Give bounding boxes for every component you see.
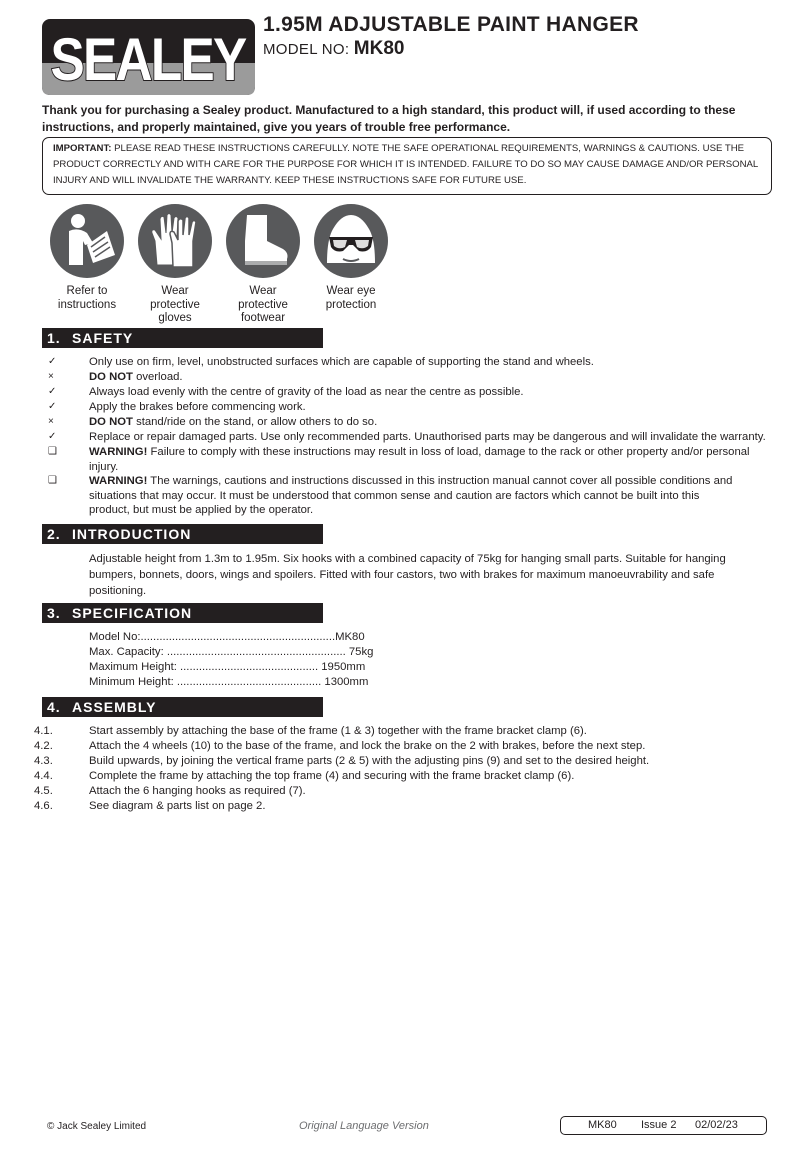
checkbox-icon: ❑	[48, 446, 57, 457]
section-title: SAFETY	[72, 330, 134, 346]
cross-icon: ×	[48, 371, 54, 382]
symbol-refer-to-instructions	[49, 203, 125, 312]
page-title: 1.95M ADJUSTABLE PAINT HANGER	[263, 13, 639, 36]
footer-issue: Issue 2	[641, 1119, 677, 1131]
cross-icon: ×	[48, 416, 54, 427]
tick-icon: ✓	[48, 401, 57, 412]
model-line	[263, 38, 404, 60]
assembly-step: 4.6. See diagram & parts list on page 2.	[34, 800, 266, 812]
important-label: IMPORTANT:	[53, 143, 112, 154]
tick-icon: ✓	[48, 386, 57, 397]
tick-icon: ✓	[48, 431, 57, 442]
introduction-text: Adjustable height from 1.3m to 1.95m. Six hooks with a combined capacity of 75kg for hanging small parts. Suitable for hanging bumpers, bonnets, doors, wings and spoilers. Fitted with four castors, two with brakes for maximum manoeuvrability and safe positioning.	[89, 553, 726, 597]
footer-date: 02/02/23	[695, 1119, 738, 1131]
symbol-protective-gloves	[137, 203, 213, 326]
assembly-step: 4.2. Attach the 4 wheels (10) to the base of the frame, and lock the brake on the 2 with brakes, before the next step.	[34, 740, 646, 752]
symbol-label: Refer to instructions	[57, 285, 117, 311]
section-header-introduction	[42, 524, 323, 544]
refer-to-instructions-icon	[49, 203, 125, 279]
section-number: 4.	[47, 699, 61, 715]
footer-version: Original Language Version	[299, 1120, 429, 1132]
spec-row: Max. Capacity: ......................................................... 75kg	[89, 646, 374, 658]
safety-item: ❑ WARNING! The warnings, cautions and instructions discussed in this instruction manual cannot cover all possible conditions and situations that may occur. It must be understood that common sense and caution are factors which cannot be built into this product, but must be applied by the operator.	[48, 475, 733, 517]
important-notice	[42, 137, 772, 195]
section-title: ASSEMBLY	[72, 699, 157, 715]
checkbox-icon: ❑	[48, 475, 57, 486]
symbol-label: Wear eye protection	[325, 285, 377, 311]
section-title: INTRODUCTION	[72, 526, 192, 542]
section-number: 1.	[47, 330, 61, 346]
eye-protection-icon	[313, 203, 389, 279]
spec-row: Maximum Height: ............................................ 1950mm	[89, 661, 366, 673]
safety-item: × DO NOT stand/ride on the stand, or allow others to do so.	[48, 416, 378, 428]
symbol-eye-protection	[313, 203, 389, 312]
footer-model: MK80	[588, 1119, 617, 1131]
safety-item: ✓ Only use on firm, level, unobstructed surfaces which are capable of supporting the stand and wheels.	[48, 356, 594, 368]
important-text: PLEASE READ THESE INSTRUCTIONS CAREFULLY. NOTE THE SAFE OPERATIONAL REQUIREMENTS, WARNINGS & CAUTIONS. USE THE PRODUCT CORRECTLY AND WITH CARE FOR THE PURPOSE FOR WHICH IT IS INTENDED. FAILURE TO DO SO MAY CAUSE DAMAGE AND/OR PERSONAL INJURY AND WILL INVALIDATE THE WARRANTY. KEEP THESE INSTRUCTIONS SAFE FOR FUTURE USE.	[53, 143, 758, 187]
footer-copyright: © Jack Sealey Limited	[47, 1121, 147, 1132]
intro-text: Thank you for purchasing a Sealey product. Manufactured to a high standard, this product will, if used according to these instructions, and properly maintained, give you years of trouble free performance.	[42, 103, 736, 134]
safety-item: ✓ Always load evenly with the centre of gravity of the load as near the centre as possible.	[48, 386, 524, 398]
spec-row: Minimum Height: .............................................. 1300mm	[89, 676, 369, 688]
section-header-assembly	[42, 697, 323, 717]
protective-gloves-icon	[137, 203, 213, 279]
assembly-step: 4.1. Start assembly by attaching the base of the frame (1 & 3) together with the frame bracket clamp (6).	[34, 725, 587, 737]
sealey-logo	[42, 19, 255, 95]
spec-row: Model No:..............................................................MK80	[89, 631, 365, 643]
safety-item: ✓ Replace or repair damaged parts. Use only recommended parts. Unauthorised parts may be dangerous and will invalidate the warranty.	[48, 431, 766, 443]
assembly-step: 4.4. Complete the frame by attaching the top frame (4) and securing with the frame bracket clamp (6).	[34, 770, 575, 782]
symbol-protective-footwear	[225, 203, 301, 326]
model-number: MK80	[353, 38, 405, 59]
footer-issue-box	[560, 1116, 767, 1135]
safety-item: × DO NOT overload.	[48, 371, 183, 383]
section-title: SPECIFICATION	[72, 605, 193, 621]
safety-item: ✓ Apply the brakes before commencing work.	[48, 401, 306, 413]
section-number: 3.	[47, 605, 61, 621]
safety-item: ❑ WARNING! Failure to comply with these instructions may result in loss of load, damage to the rack or other property and/or personal injury.	[48, 446, 750, 473]
section-header-specification	[42, 603, 323, 623]
symbol-label: Wear protective gloves	[150, 285, 200, 324]
brand-name: SEALEY	[50, 26, 248, 93]
section-number: 2.	[47, 526, 61, 542]
protective-footwear-icon	[225, 203, 301, 279]
tick-icon: ✓	[48, 356, 57, 367]
symbol-label: Wear protective footwear	[238, 285, 288, 324]
assembly-step: 4.3. Build upwards, by joining the vertical frame parts (2 & 5) with the adjusting pins (9) and set to the desired height.	[34, 755, 650, 767]
assembly-step: 4.5. Attach the 6 hanging hooks as required (7).	[34, 785, 306, 797]
section-header-safety	[42, 328, 323, 348]
model-label: MODEL NO:	[263, 41, 354, 58]
